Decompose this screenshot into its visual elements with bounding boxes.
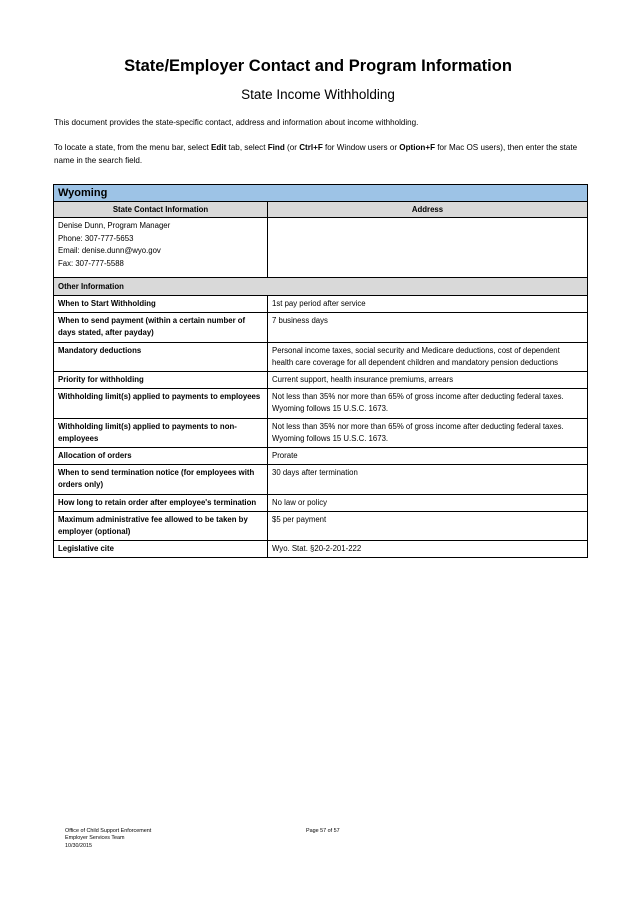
instructions-paragraph xyxy=(54,142,584,167)
intro-paragraph: This document provides the state-specific contact, address and information about income withholding. xyxy=(54,118,419,127)
info-row-label: When to Start Withholding xyxy=(54,296,268,313)
info-row xyxy=(54,541,588,558)
info-row-label: Withholding limit(s) applied to payments to non-employees xyxy=(54,418,268,447)
info-row xyxy=(54,448,588,465)
info-row-value: No law or policy xyxy=(268,494,588,511)
instr-text-1: To locate a state, from the menu bar, select xyxy=(54,143,212,152)
contact-row xyxy=(54,218,588,278)
instr-text-2: tab, select xyxy=(226,143,268,152)
page-subtitle: State Income Withholding xyxy=(241,87,395,102)
contact-phone: Phone: 307-777-5653 xyxy=(58,233,134,243)
footer-team: Employer Services Team xyxy=(65,835,125,842)
footer-date: 10/30/2015 xyxy=(65,842,92,849)
info-row-label: Legislative cite xyxy=(54,541,268,558)
info-row xyxy=(54,342,588,371)
info-row xyxy=(54,418,588,447)
state-header-row xyxy=(54,185,588,202)
info-row-value: Not less than 35% nor more than 65% of gross income after deducting federal taxes. Wyoming follows 15 U.S.C. 1673. xyxy=(268,389,588,418)
info-row-value: Current support, health insurance premiums, arrears xyxy=(268,372,588,389)
state-name: Wyoming xyxy=(54,185,588,202)
instr-ctrl-f-keyword: Ctrl+F xyxy=(299,143,323,152)
info-row xyxy=(54,465,588,494)
info-row xyxy=(54,494,588,511)
info-row xyxy=(54,372,588,389)
instr-text-5: for Mac OS users), then enter the state name in the search field. xyxy=(54,143,578,165)
info-row-label: Withholding limit(s) applied to payments to employees xyxy=(54,389,268,418)
contact-email: Email: denise.dunn@wyo.gov xyxy=(58,246,161,256)
other-info-header-row xyxy=(54,278,588,296)
instr-find-keyword: Find xyxy=(267,143,285,152)
info-row-label: Priority for withholding xyxy=(54,372,268,389)
info-row-value: Prorate xyxy=(268,448,588,465)
footer-left xyxy=(65,828,151,850)
info-row-label: Mandatory deductions xyxy=(54,342,268,371)
info-row xyxy=(54,296,588,313)
footer-office: Office of Child Support Enforcement xyxy=(65,828,152,834)
instr-text-3: (or xyxy=(284,143,300,152)
address-column-header: Address xyxy=(268,202,588,218)
info-row-value: Personal income taxes, social security and Medicare deductions, cost of dependent health care coverage for all dependent children and mandatory pension deductions xyxy=(268,342,588,371)
info-row-value: $5 per payment xyxy=(268,511,588,540)
contact-column-header: State Contact Information xyxy=(54,202,268,218)
contact-fax: Fax: 307-777-5588 xyxy=(58,258,124,268)
info-row-label: Maximum administrative fee allowed to be taken by employer (optional) xyxy=(54,511,268,540)
info-row xyxy=(54,511,588,540)
info-row xyxy=(54,389,588,418)
info-row-label: When to send payment (within a certain number of days stated, after payday) xyxy=(54,313,268,342)
address-cell xyxy=(268,218,588,278)
info-row-label: Allocation of orders xyxy=(54,448,268,465)
info-row-value: 7 business days xyxy=(268,313,588,342)
info-row-label: How long to retain order after employee's termination xyxy=(54,494,268,511)
info-row-label: When to send termination notice (for employees with orders only) xyxy=(54,465,268,494)
info-row xyxy=(54,313,588,342)
state-info-table xyxy=(53,184,588,558)
instr-text-4: for Window users or xyxy=(322,143,400,152)
instr-edit-keyword: Edit xyxy=(211,143,227,152)
info-row-value: 1st pay period after service xyxy=(268,296,588,313)
info-row-value: Wyo. Stat. §20-2-201-222 xyxy=(268,541,588,558)
info-row-value: Not less than 35% nor more than 65% of gross income after deducting federal taxes. Wyoming follows 15 U.S.C. 1673. xyxy=(268,418,588,447)
other-info-header: Other Information xyxy=(54,278,588,296)
contact-cell xyxy=(54,218,268,278)
info-row-value: 30 days after termination xyxy=(268,465,588,494)
contact-name: Denise Dunn, Program Manager xyxy=(58,221,171,230)
instr-option-f-keyword: Option+F xyxy=(399,143,436,152)
page-title: State/Employer Contact and Program Information xyxy=(124,57,512,75)
column-header-row xyxy=(54,202,588,218)
page-number: Page 57 of 57 xyxy=(306,828,340,834)
